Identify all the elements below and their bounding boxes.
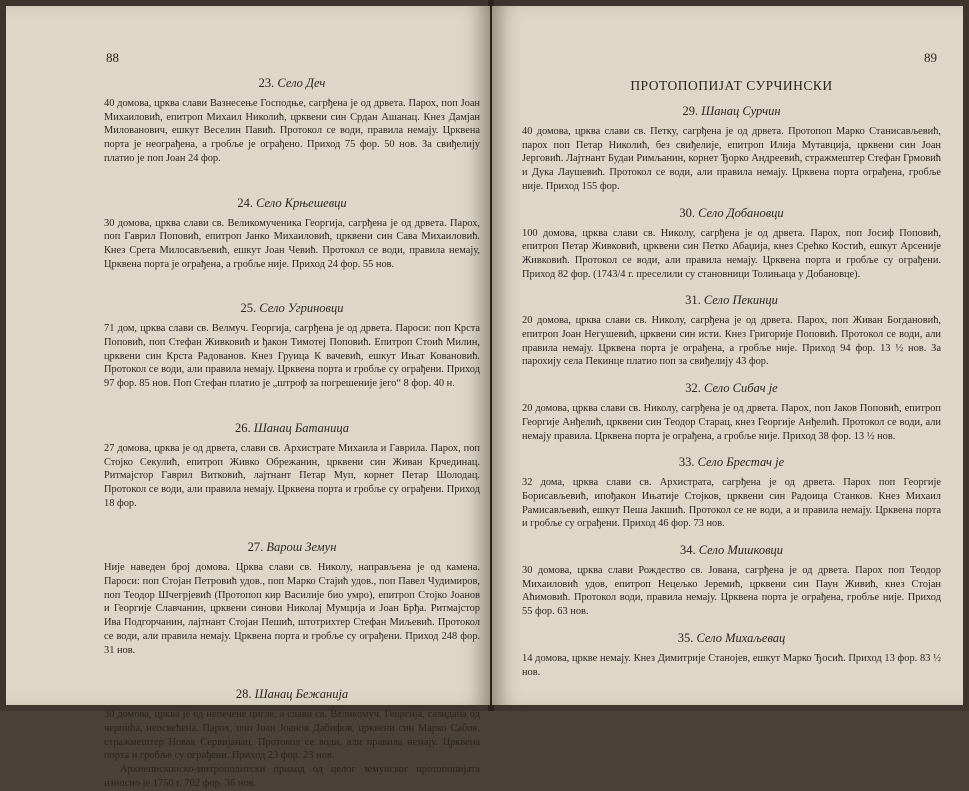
entry-heading: 27. Варош Земун bbox=[247, 540, 337, 555]
entry-heading: 30. Село Добановци bbox=[679, 205, 784, 220]
entry-text: 20 домова, црква слави св. Николу, сагрђена је од дрвета. Парох, поп Јаков Поповић, епитроп Георгије Анђелић, црквени син Теодор Старац, кнез Георгије Анђелић. Протокол се води, али немају правила. Црквена порта је ограђена, а гробље није. Приход 38 фор. 13 ½ нов. bbox=[522, 403, 941, 442]
entry-heading: 35. Село Михаљевац bbox=[677, 630, 786, 645]
entry-31 bbox=[522, 293, 941, 369]
entry-text: 100 домова, црква слави св. Николу, сагрђена је од дрвета. Парох, поп Јосиф Поповић, епитроп Петар Живковић, црквени син Петко Абаџија, кнез Срећко Костић, ешкут Арсеније Живковић. Протокол се води, али правила немају. Црквена порта и гробље су ограђени. Приход 82 фор. (1743/4 г. преселили су становници Толињаца у Добановце). bbox=[522, 227, 941, 280]
right-page bbox=[492, 6, 963, 705]
entry-26 bbox=[104, 421, 480, 511]
section-title: ПРОТОПОПИЈАТ СУРЧИНСКИ bbox=[630, 78, 833, 93]
entry-heading: 25. Село Угриновци bbox=[240, 301, 344, 316]
entry-35 bbox=[522, 631, 941, 679]
entry-text: Није наведен број домова. Црква слави св. Николу, направљена је од камена. Пароси: поп Стојан Петровић удов., поп Марко Стајић удов., поп Павел Чудимиров, поп Теодор Шчегрјевић (Протопоп кир Василије био умро), епитроп Стојко Јоанов и Георгије Славчанин, црквени синови Николај Мумција и Јоан Брђа. Ритмајстор Ива Подгорчанин, лајтнант Стојан Пешић, штотрихтер Стефан Миљевић. Протокол се води, али правила немају. Црквена порта и гробље су ограђени. Приход 248 фор. 31 нов. bbox=[104, 562, 480, 656]
entry-heading: 32. Село Сибач је bbox=[685, 381, 778, 396]
entry-heading: 33. Село Брестач је bbox=[678, 455, 785, 470]
entry-heading: 29. Шанац Сурчин bbox=[682, 104, 781, 118]
entry-text: 30 домова, црква слави св. Великомученика Георгија, сагрђена је од дрвета. Парох, поп Гаврил Поповић, епитроп Јанко Михаиловић, црквени син Сава Михаиловић. Кнез Срета Милосављевић, ешкут Јоан Чевић. Протокол се води, правила немају, Црквена порта је ограђена, а гробље није. Приход 24 фор. 55 нов. bbox=[104, 217, 480, 270]
entry-30 bbox=[522, 206, 941, 282]
entry-text: 27 домова, црква је од дрвета, слави св. Архистрате Михаила и Гаврила. Парох, поп Стојко Секулић, епитроп Живко Обрежанин, црквени син Живан Крчединац. Ритмајстор Гаврил Витковић, лајтнант Петар Муп, корнет Петар Шолодац. Протокол се води, али правила немају. Црквена порта и гробље су ограђени. Приход 18 фор. bbox=[104, 442, 480, 509]
entry-text: 40 домова, црква слави св. Петку, сагрђена је од дрвета. Протопоп Марко Станисављевић, парох поп Петар Николић, без свиђелије, епитроп Илија Мутавција, црквени син Јоан Јерговић. Лајтнант Будаи Римљанин, корнет Ђорко Андреевић, стражмештер Стефан Грмовић и Дука Лаушевић. Протокол се води, али правила немају. Црквена порта ограђена, гробље није. Приход 155 фор. bbox=[522, 126, 941, 192]
entry-24 bbox=[104, 196, 480, 272]
entry-heading: 34. Село Мишковци bbox=[679, 543, 784, 558]
entry-heading: 31. Село Пекинци bbox=[685, 293, 778, 308]
entry-23 bbox=[104, 76, 480, 166]
entry-heading: 26. Шанац Батаница bbox=[234, 420, 350, 435]
page-number: 88 bbox=[106, 50, 119, 65]
entry-33 bbox=[522, 455, 941, 531]
entry-text: 30 домова, црква слави Рождество св. Јована, сагрђена је од дрвета. Парох поп Теодор Михаиловић удов, епитроп Нецељко Јеремић, црквени син Паун Живић, кнез Стојан Аћимовић. Протокол води, правила немају. Црквена порта је ограђена, гробље није. Приход 55 фор. 63 нов. bbox=[522, 565, 941, 618]
entry-text: 20 домова, црква слави св. Николу, сагрђена је од дрвета. Парох, поп Живан Богдановић, епитроп Јоан Негушевић, црквени син исти. Кнез Григорије Поповић. Протокол се води, али правила немају. Црквена порта је ограђена, а гробље није. Приход 94 фор. 13 ½ нов. За парохију села Пекинце платио поп за свиђелију 43 фор. bbox=[522, 315, 941, 368]
entry-25 bbox=[104, 301, 480, 391]
entry-34 bbox=[522, 543, 941, 619]
entry-text: 14 домова, цркве немају. Кнез Димитрије Станојев, ешкут Марко Ђосић. Приход 13 фор. 83 ½ нов. bbox=[522, 652, 941, 678]
entry-heading: 23. Село Деч bbox=[258, 76, 326, 90]
entry-heading: 24. Село Крњешевци bbox=[237, 195, 347, 210]
entry-extra-text: Архиепископско-митрополитски приход од целог земунског протопопијата износио је 1750 г. 702 фор. 36 нов. bbox=[104, 764, 480, 789]
entry-32 bbox=[522, 381, 941, 443]
entry-text: 30 домова, црква је од непечене цигле, а слави св. Великомуч. Георгија, сазидана од черпића, неосвећена. Парох, поп Јоан Јоанов Дабифов, црквени син Марко Сабов, стражмештер Новак Сервијанац. Протокол се води, али правила немају. Црквена порта и гробље су ограђени. Приход 23 фор. 23 нов. bbox=[104, 709, 480, 762]
entry-text: 32 дома, црква слави св. Архистрата, сагрђена је од дрвета. Парох поп Георгије Борисављевић, ипођакон Ињатије Стојков, црквени син Радоица Станков. Кнез Михаил Рамисављевић, ешкут Пеша Јакшић. Протокол се не води, а и правила немају. Црквена порта и гробље су ограђени. Приход 46 фор. 73 нов. bbox=[522, 477, 941, 530]
entry-heading: 28. Шанац Бежанија bbox=[235, 687, 349, 702]
entry-28 bbox=[104, 687, 480, 790]
entry-27 bbox=[104, 540, 480, 657]
entry-29 bbox=[522, 104, 941, 194]
page-number: 89 bbox=[924, 50, 937, 65]
entry-text: 40 домова, црква слави Вазнесење Господње, сагрђена је од дрвета. Парох, поп Јоан Михаиловић, епитроп Михаил Николић, црквени син Срдан Ашанац. Кнез Дамјан Милованович, ешкут Веселин Павић. Протокол се води, правила немају. Црквена порта је неограђена, а гробље је ограђено. Приход 75 фор. 50 нов. За свиђелију платио је поп Јоан 24 фор. bbox=[104, 98, 480, 164]
entry-text: 71 дом, црква слави св. Велмуч. Георгија, сагрђена је од дрвета. Пароси: поп Крста Поповић, поп Стефан Живковић и ђакон Тимотеј Поповић. Епитроп Стоић Милин, црквени син Крста Радованов. Кнез Груица К вачевић, ешкут Ињат Ковановић. Протокол се води, али правила немају. Црквена порта и гробље су ограђени. Приход 97 фор. 85 нов. Поп Стефан платио је „штроф за погрешеније јего“ 8 фор. 40 н. bbox=[104, 323, 480, 390]
left-page bbox=[6, 6, 490, 789]
